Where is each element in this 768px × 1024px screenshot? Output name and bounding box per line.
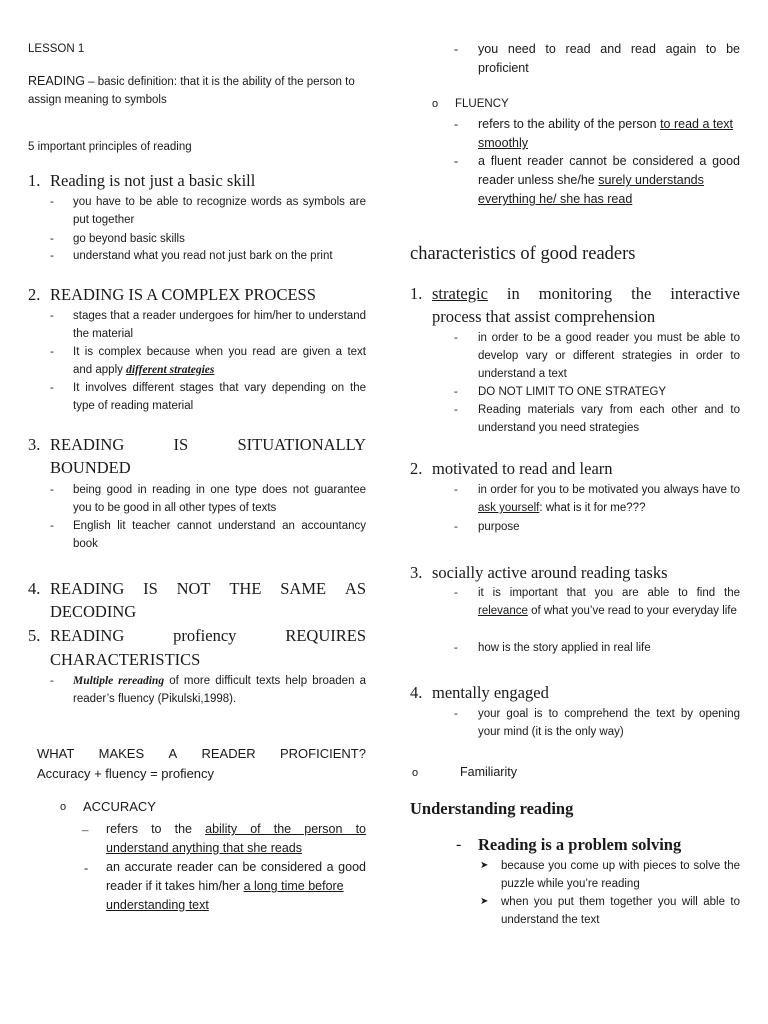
principle-5-title-line-2: CHARACTERISTICS <box>50 650 201 669</box>
dash-bullet: - <box>454 154 459 168</box>
dash-bullet: - <box>454 386 458 398</box>
characteristic-4-bullet-1: your goal is to comprehend the text by opening your mind (it is the only way) <box>478 708 740 738</box>
dash-bullet: - <box>50 382 54 394</box>
familiarity-label: Familiarity <box>460 765 517 779</box>
read-again-bullet: you need to read and read again to be proficient <box>478 42 740 75</box>
arrow-bullet-icon: ➤ <box>480 860 489 871</box>
principles-intro: 5 important principles of reading <box>28 141 192 153</box>
accuracy-bullet-1: refers to the ability of the person to understand anything that she reads <box>106 822 367 855</box>
fluency-label: FLUENCY <box>455 98 509 110</box>
principle-1-bullet-3: understand what you read not just bark on the print <box>73 250 333 262</box>
problem-solving-heading: Reading is a problem solving <box>478 835 682 854</box>
characteristic-2-bullet-1: in order for you to be motivated you always have to ask yourself: what is it for me??? <box>478 484 740 514</box>
characteristic-2-bullet-2: purpose <box>478 521 520 533</box>
reading-definition: READING – basic definition: that it is the ability of the person to assign meaning to symbols <box>28 74 355 106</box>
dash-bullet: - <box>50 484 54 496</box>
endash-bullet: – <box>82 822 89 837</box>
principle-3-bullet-2: English lit teacher cannot understand an accountancy book <box>73 520 366 550</box>
principle-4-title-line-2: DECODING <box>50 602 137 621</box>
characteristic-4-title: mentally engaged <box>432 683 549 702</box>
dash-bullet: - <box>456 836 462 853</box>
dash-bullet: - <box>50 196 54 208</box>
proficiency-formula: Accuracy + fluency = profiency <box>37 766 215 781</box>
characteristic-1-bullet-3: Reading materials vary from each other and to understand you need strategies <box>478 404 740 434</box>
dash-bullet: - <box>50 346 54 358</box>
dash-bullet: - <box>454 484 458 496</box>
circle-bullet: o <box>412 767 419 779</box>
circle-bullet: o <box>60 801 67 813</box>
principle-2-title: READING IS A COMPLEX PROCESS <box>50 285 316 304</box>
dash-bullet: - <box>454 404 458 416</box>
principle-5-title-line-1: READING profiency REQUIRES <box>50 626 366 645</box>
characteristic-1-number: 1. <box>410 284 423 303</box>
characteristic-3-bullet-2: how is the story applied in real life <box>478 642 651 654</box>
principle-2-bullet-1: stages that a reader undergoes for him/her to understand the material <box>73 310 366 340</box>
principle-3-number: 3. <box>28 435 41 454</box>
principle-1-number: 1. <box>28 171 41 190</box>
characteristic-3-number: 3. <box>410 563 423 582</box>
characteristic-1-title-line-2: process that assist comprehension <box>432 307 656 326</box>
arrow-bullet-1: because you come up with pieces to solve the puzzle while you’re reading <box>501 860 740 890</box>
principle-1-title: Reading is not just a basic skill <box>50 171 256 190</box>
dash-bullet: - <box>50 250 54 262</box>
understanding-reading-heading: Understanding reading <box>410 799 574 818</box>
accuracy-bullet-2: an accurate reader can be considered a good reader if it takes him/her a long time before understanding text <box>106 860 366 912</box>
principle-1-bullet-1: you have to be able to recognize words as symbols are put together <box>73 196 366 226</box>
principle-2-bullet-2: It is complex because when you read are given a text and apply different strategies <box>73 346 366 376</box>
characteristic-1-title-line-1: strategic in monitoring the interactive <box>432 284 740 303</box>
dash-bullet: - <box>50 310 54 322</box>
principle-5-number: 5. <box>28 626 41 645</box>
characteristics-heading: characteristics of good readers <box>410 244 636 264</box>
fluency-bullet-1: refers to the ability of the person to read a text smoothly <box>478 117 734 150</box>
principle-4-number: 4. <box>28 579 41 598</box>
dash-bullet: - <box>454 587 458 599</box>
principle-4-title-line-1: READING IS NOT THE SAME AS <box>50 579 366 598</box>
characteristic-4-number: 4. <box>410 683 423 702</box>
principle-1-bullet-2: go beyond basic skills <box>73 233 185 245</box>
dash-bullet: - <box>454 117 459 131</box>
dash-bullet: - <box>454 708 458 720</box>
arrow-bullet-2: when you put them together you will able to understand the text <box>501 896 740 926</box>
fluency-bullet-2: a fluent reader cannot be considered a good reader unless she/he surely understands everything he/ she has read <box>478 154 740 206</box>
arrow-bullet-icon: ➤ <box>480 896 489 907</box>
dash-bullet: - <box>50 520 54 532</box>
characteristic-1-bullet-1: in order to be a good reader you must be able to develop vary or different strategies in order to understand a text <box>478 332 740 380</box>
principle-2-number: 2. <box>28 285 41 304</box>
dash-bullet: - <box>454 642 458 654</box>
principle-5-bullet-1: Multiple rereading of more difficult texts help broaden a reader’s fluency (Pikulski,1998). <box>73 675 366 705</box>
characteristic-3-bullet-1: it is important that you are able to find the relevance of what you’ve read to your everyday life <box>478 587 740 617</box>
proficient-question: WHAT MAKES A READER PROFICIENT? <box>37 746 366 761</box>
principle-3-title-line-2: BOUNDED <box>50 458 131 477</box>
dash-bullet: - <box>84 861 89 875</box>
dash-bullet: - <box>454 332 458 344</box>
characteristic-2-number: 2. <box>410 459 423 478</box>
dash-bullet: - <box>50 675 54 687</box>
dash-bullet: - <box>454 521 458 533</box>
lesson-title: LESSON 1 <box>28 43 85 55</box>
principle-3-title-line-1: READING IS SITUATIONALLY <box>50 435 366 454</box>
principle-2-bullet-3: It involves different stages that vary depending on the type of reading material <box>73 382 366 412</box>
characteristic-2-title: motivated to read and learn <box>432 459 613 478</box>
dash-bullet: - <box>50 233 54 245</box>
characteristic-1-bullet-2: DO NOT LIMIT TO ONE STRATEGY <box>478 386 667 398</box>
accuracy-label: ACCURACY <box>83 799 156 814</box>
circle-bullet: o <box>432 98 439 110</box>
dash-bullet: - <box>454 42 459 56</box>
characteristic-3-title: socially active around reading tasks <box>432 563 668 582</box>
principle-3-bullet-1: being good in reading in one type does not guarantee you to be good in all other types of texts <box>73 484 366 514</box>
